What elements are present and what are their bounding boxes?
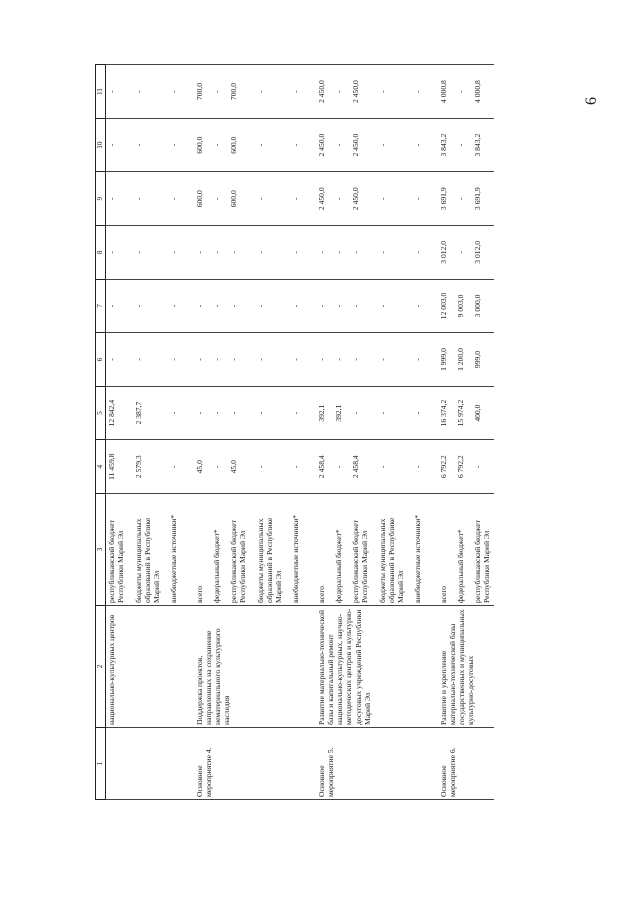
activity-number-cell: Основное мероприятие 4. (181, 728, 303, 800)
amount-cell: 700,0 (181, 65, 206, 119)
amount-cell: - (206, 172, 223, 226)
amount-cell: - (163, 118, 180, 172)
amount-cell: 2 450,0 (303, 118, 328, 172)
amount-cell: - (285, 279, 302, 333)
amount-cell: - (163, 65, 180, 119)
amount-cell: - (328, 279, 345, 333)
activity-name-cell: национально-культурных центров (106, 606, 181, 728)
funding-source-cell: республиканский бюджет Республики Марий Эл (106, 494, 128, 606)
amount-cell: - (407, 279, 424, 333)
amount-cell: - (303, 279, 328, 333)
amount-cell: - (206, 226, 223, 280)
amount-cell: 400,0 (467, 386, 494, 440)
amount-cell: - (372, 440, 408, 494)
amount-cell: - (128, 172, 164, 226)
amount-cell: 600,0 (223, 118, 250, 172)
amount-cell: - (407, 333, 424, 387)
amount-cell: - (206, 118, 223, 172)
amount-cell: 3 843,2 (425, 118, 450, 172)
amount-cell: - (328, 118, 345, 172)
amount-cell: 392,1 (328, 386, 345, 440)
header-cell: 1 (96, 728, 106, 800)
table-row (181, 65, 206, 800)
amount-cell: - (106, 172, 128, 226)
amount-cell: 2 458,4 (303, 440, 328, 494)
table-body (106, 65, 494, 800)
amount-cell: - (223, 226, 250, 280)
amount-cell: 700,0 (223, 65, 250, 119)
amount-cell: 2 579,3 (128, 440, 164, 494)
amount-cell: - (250, 279, 286, 333)
activity-name-cell: Поддержка проектов, направленных на сохранение нематериального культурного наследия (181, 606, 303, 728)
activity-number-cell: Основное мероприятие 5. (303, 728, 425, 800)
funding-source-cell: республиканский бюджет Республики Марий Эл (467, 494, 494, 606)
amount-cell: - (285, 440, 302, 494)
amount-cell: - (345, 386, 372, 440)
amount-cell: - (128, 279, 164, 333)
amount-cell: - (372, 65, 408, 119)
funding-source-cell: республиканский бюджет Республики Марий Эл (223, 494, 250, 606)
amount-cell: - (250, 226, 286, 280)
amount-cell: - (328, 440, 345, 494)
amount-cell: - (372, 279, 408, 333)
amount-cell: - (128, 65, 164, 119)
amount-cell: - (106, 226, 128, 280)
header-cell: 8 (96, 226, 106, 280)
amount-cell: - (450, 65, 467, 119)
amount-cell: - (223, 333, 250, 387)
amount-cell: 3 691,9 (425, 172, 450, 226)
amount-cell: - (250, 440, 286, 494)
funding-table (95, 64, 494, 800)
table-row (303, 65, 328, 800)
header-cell: 4 (96, 440, 106, 494)
header-cell: 2 (96, 606, 106, 728)
amount-cell: 600,0 (223, 172, 250, 226)
funding-source-cell: бюджеты муниципальных образований в Республике Марий Эл (250, 494, 286, 606)
header-cell: 9 (96, 172, 106, 226)
amount-cell: 6 792,2 (425, 440, 450, 494)
header-cell: 3 (96, 494, 106, 606)
amount-cell: - (250, 333, 286, 387)
funding-source-cell: федеральный бюджет* (328, 494, 345, 606)
amount-cell: 2 387,7 (128, 386, 164, 440)
amount-cell: - (223, 279, 250, 333)
header-cell: 7 (96, 279, 106, 333)
amount-cell: - (163, 333, 180, 387)
amount-cell: 15 974,2 (450, 386, 467, 440)
amount-cell: - (328, 333, 345, 387)
amount-cell: 2 450,0 (303, 65, 328, 119)
amount-cell: - (128, 226, 164, 280)
amount-cell: - (450, 118, 467, 172)
amount-cell: - (285, 333, 302, 387)
amount-cell: - (285, 65, 302, 119)
amount-cell: - (345, 226, 372, 280)
amount-cell: 3 691,9 (467, 172, 494, 226)
amount-cell: 392,1 (303, 386, 328, 440)
amount-cell: - (285, 226, 302, 280)
amount-cell: 2 450,0 (345, 65, 372, 119)
rotated-table-container (95, 65, 560, 800)
amount-cell: - (407, 226, 424, 280)
funding-source-cell: внебюджетные источники* (285, 494, 302, 606)
amount-cell: 1 999,0 (425, 333, 450, 387)
amount-cell: 2 458,4 (345, 440, 372, 494)
amount-cell: - (106, 333, 128, 387)
amount-cell: 600,0 (181, 118, 206, 172)
amount-cell: 600,0 (181, 172, 206, 226)
amount-cell: 2 450,0 (303, 172, 328, 226)
funding-source-cell: всего (181, 494, 206, 606)
amount-cell: - (345, 279, 372, 333)
amount-cell: 999,0 (467, 333, 494, 387)
amount-cell: - (206, 386, 223, 440)
header-cell: 6 (96, 333, 106, 387)
funding-source-cell: бюджеты муниципальных образований в Республике Марий Эл (372, 494, 408, 606)
amount-cell: - (328, 226, 345, 280)
amount-cell: - (206, 440, 223, 494)
header-cell: 11 (96, 65, 106, 119)
funding-source-cell: федеральный бюджет* (450, 494, 467, 606)
amount-cell: - (372, 333, 408, 387)
activity-number-cell (106, 728, 181, 800)
amount-cell: - (181, 333, 206, 387)
header-cell: 5 (96, 386, 106, 440)
page-number: 6 (583, 97, 600, 105)
amount-cell: 3 000,0 (467, 279, 494, 333)
amount-cell: - (303, 333, 328, 387)
amount-cell: - (407, 65, 424, 119)
amount-cell: - (407, 386, 424, 440)
header-cell: 10 (96, 118, 106, 172)
amount-cell: - (128, 333, 164, 387)
amount-cell: 45,0 (223, 440, 250, 494)
amount-cell: 6 792,2 (450, 440, 467, 494)
amount-cell: - (163, 226, 180, 280)
amount-cell: - (250, 172, 286, 226)
amount-cell: - (407, 118, 424, 172)
amount-cell: - (345, 333, 372, 387)
amount-cell: - (181, 226, 206, 280)
amount-cell: - (206, 65, 223, 119)
amount-cell: - (223, 386, 250, 440)
amount-cell: - (285, 386, 302, 440)
amount-cell: - (181, 386, 206, 440)
amount-cell: 2 450,0 (345, 172, 372, 226)
amount-cell: - (128, 118, 164, 172)
amount-cell: - (328, 172, 345, 226)
amount-cell: - (206, 333, 223, 387)
amount-cell: - (372, 386, 408, 440)
amount-cell: - (372, 118, 408, 172)
amount-cell: 45,0 (181, 440, 206, 494)
amount-cell: - (250, 65, 286, 119)
amount-cell: 4 000,8 (467, 65, 494, 119)
amount-cell: - (181, 279, 206, 333)
amount-cell: - (328, 65, 345, 119)
amount-cell: 12 842,4 (106, 386, 128, 440)
amount-cell: 11 459,8 (106, 440, 128, 494)
activity-number-cell: Основное мероприятие 6. (425, 728, 494, 800)
amount-cell: - (450, 172, 467, 226)
funding-source-cell: внебюджетные источники* (163, 494, 180, 606)
funding-source-cell: внебюджетные источники* (407, 494, 424, 606)
amount-cell: - (450, 226, 467, 280)
funding-source-cell: федеральный бюджет* (206, 494, 223, 606)
amount-cell: - (163, 386, 180, 440)
amount-cell: 9 003,0 (450, 279, 467, 333)
amount-cell: 4 000,8 (425, 65, 450, 119)
amount-cell: 3 012,0 (467, 226, 494, 280)
table-row (425, 65, 450, 800)
amount-cell: 16 374,2 (425, 386, 450, 440)
amount-cell: - (285, 118, 302, 172)
amount-cell: - (106, 118, 128, 172)
funding-source-cell: бюджеты муниципальных образований в Республике Марий Эл (128, 494, 164, 606)
funding-source-cell: всего (303, 494, 328, 606)
amount-cell: 1 200,0 (450, 333, 467, 387)
amount-cell: 2 450,0 (345, 118, 372, 172)
amount-cell: - (106, 279, 128, 333)
table-header-row (96, 65, 106, 800)
amount-cell: 3 012,0 (425, 226, 450, 280)
amount-cell: - (285, 172, 302, 226)
table-row (106, 65, 128, 800)
amount-cell: 3 843,2 (467, 118, 494, 172)
activity-name-cell: Развитие материально-технической базы и капитальный ремонт национально-культурных, научно-методических центров и культурно-досуговых учреждений Республики Марий Эл (303, 606, 425, 728)
activity-name-cell: Развитие и укрепление материально-технической базы государственных и муниципальных культурно-досуговых (425, 606, 494, 728)
amount-cell: - (206, 279, 223, 333)
amount-cell: - (250, 118, 286, 172)
amount-cell: - (372, 172, 408, 226)
amount-cell: - (303, 226, 328, 280)
amount-cell: - (106, 65, 128, 119)
funding-source-cell: республиканский бюджет Республики Марий Эл (345, 494, 372, 606)
amount-cell: - (250, 386, 286, 440)
amount-cell: - (407, 440, 424, 494)
amount-cell: - (467, 440, 494, 494)
funding-source-cell: всего (425, 494, 450, 606)
amount-cell: - (407, 172, 424, 226)
amount-cell: - (163, 279, 180, 333)
amount-cell: 12 003,0 (425, 279, 450, 333)
amount-cell: - (372, 226, 408, 280)
amount-cell: - (163, 172, 180, 226)
amount-cell: - (163, 440, 180, 494)
